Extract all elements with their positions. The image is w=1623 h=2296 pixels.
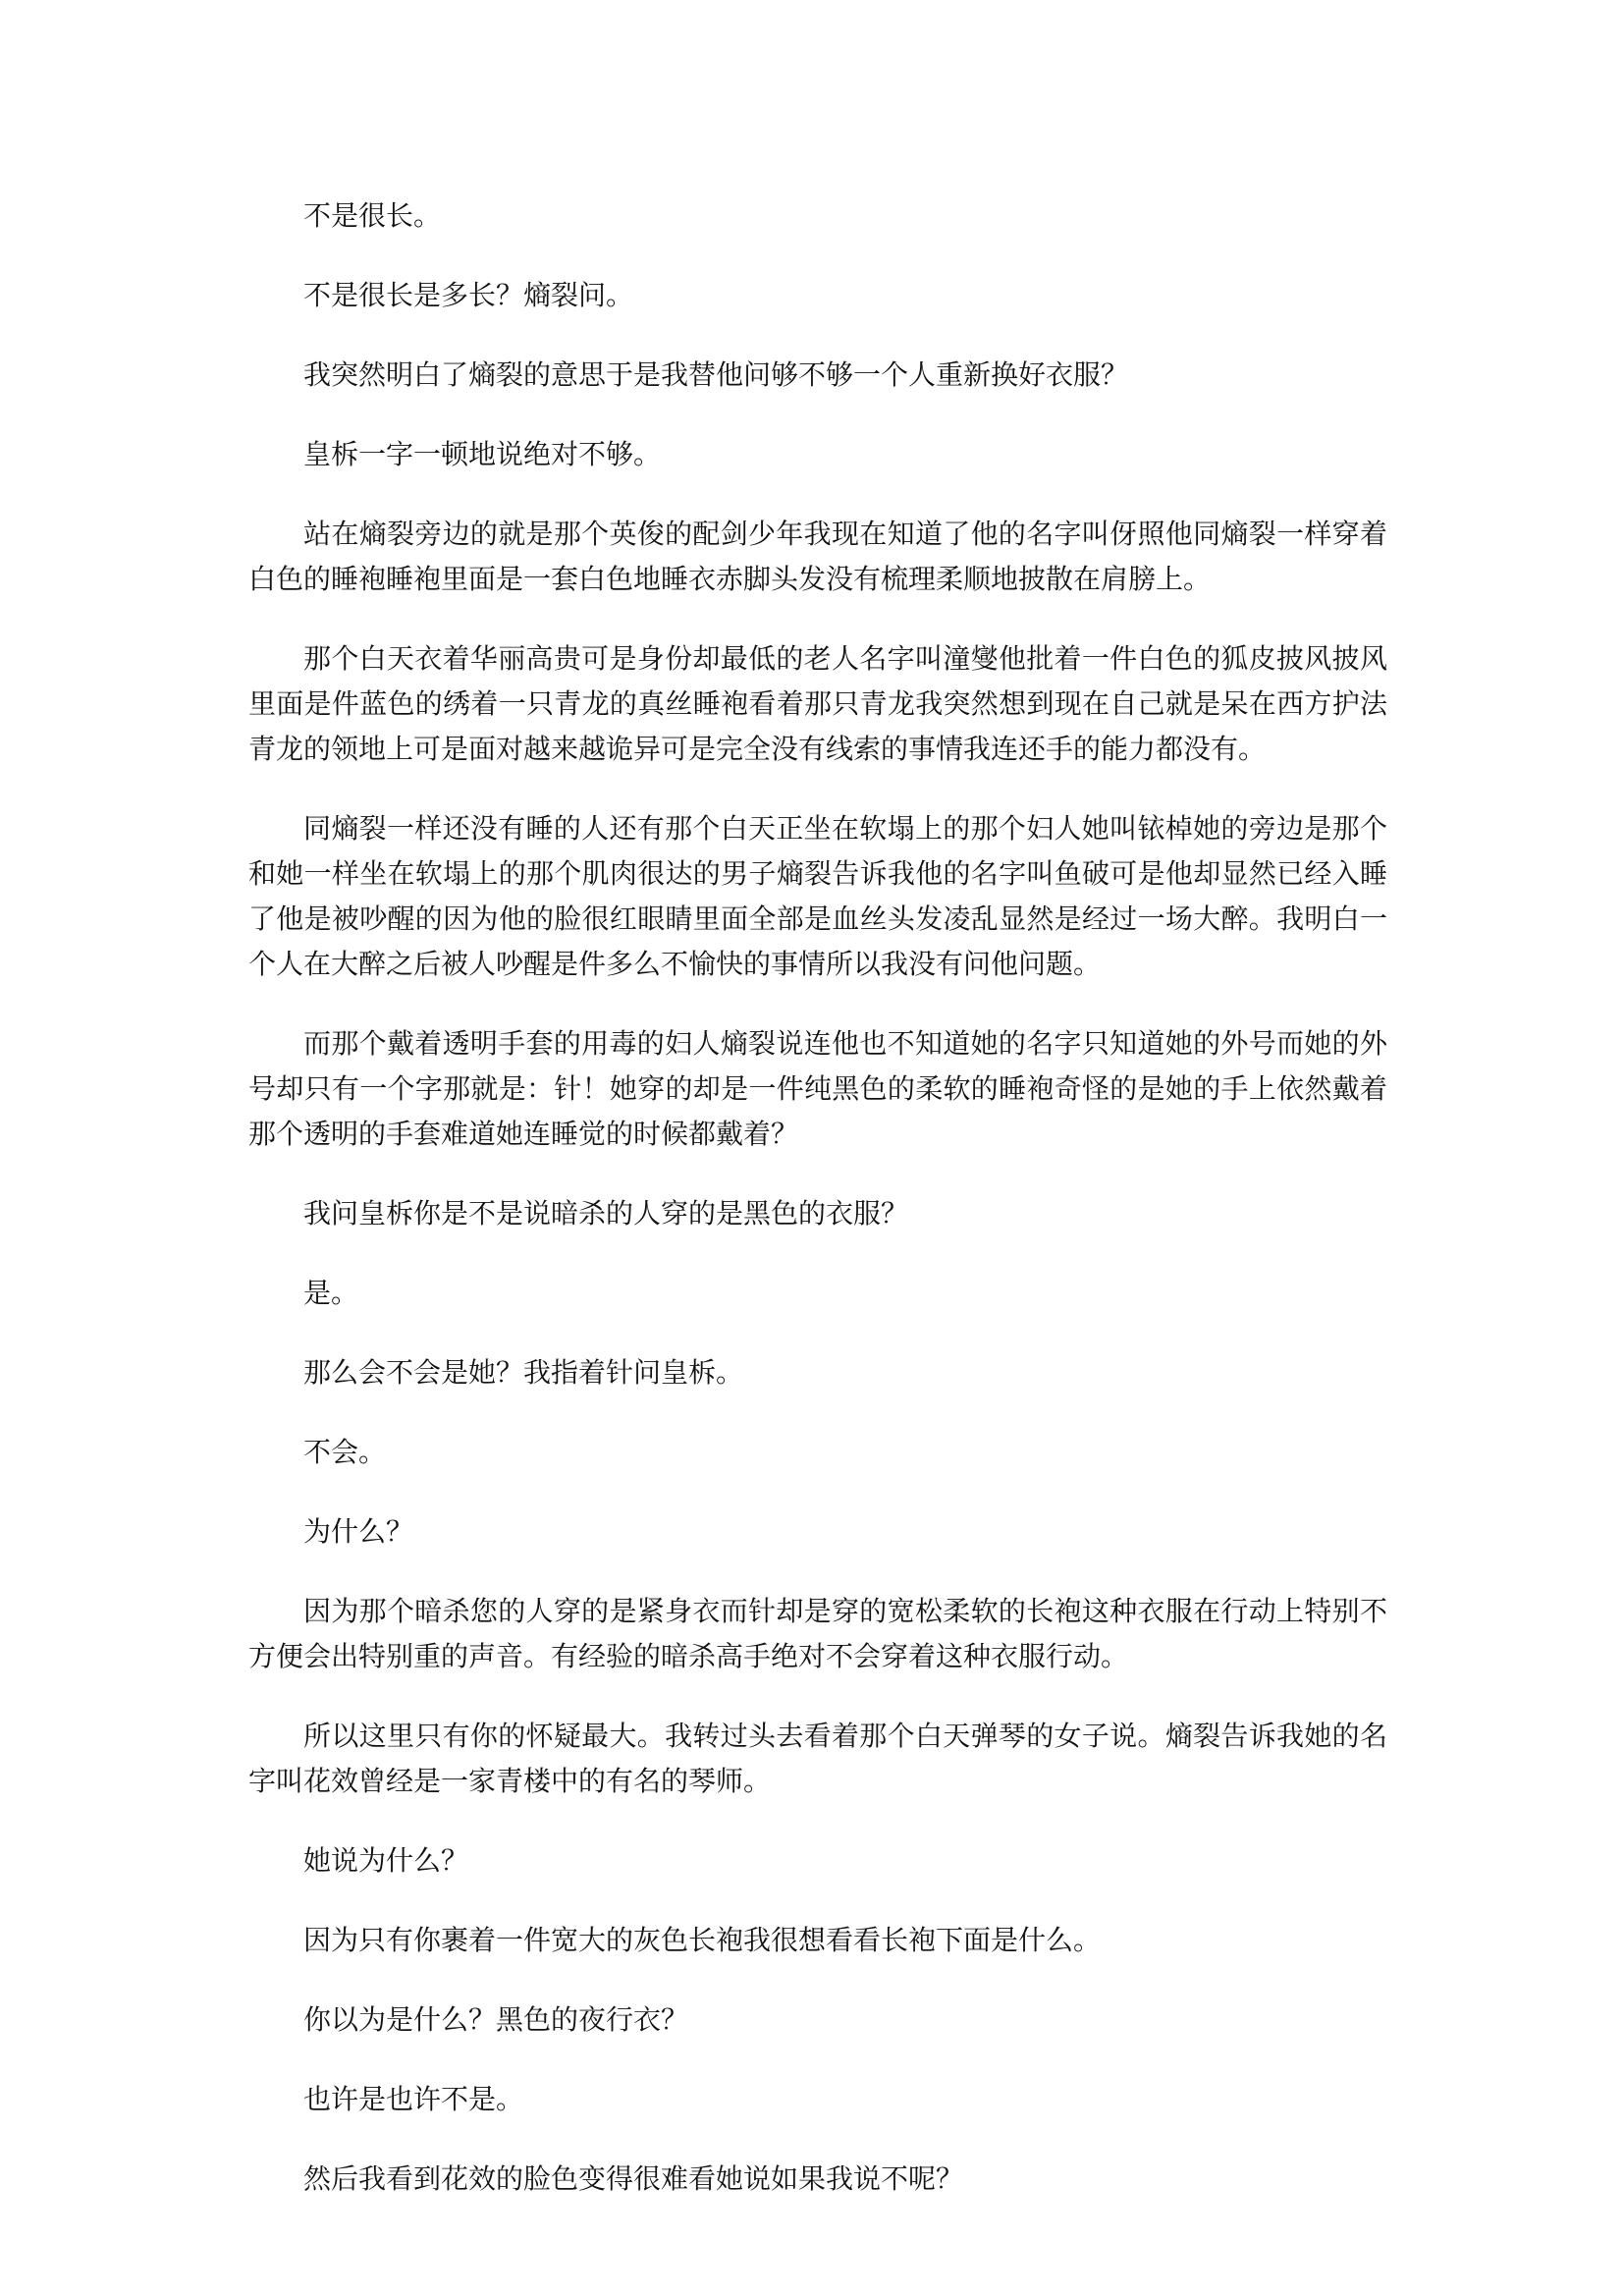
paragraph: 我突然明白了熵裂的意思于是我替他问够不够一个人重新换好衣服？ (303, 358, 1129, 391)
paragraph: 而那个戴着透明手套的用毒的妇人熵裂说连他也不知道她的名字只知道她的外号而她的外号却只有一个字那就是：针！她穿的却是一件纯黑色的柔软的睡袍奇怪的是她的手上依然戴着那个透明的手套难道她连睡觉的时候都戴着？ (248, 1027, 1387, 1150)
paragraph: 那个白天衣着华丽高贵可是身份却最低的老人名字叫潼燮他批着一件白色的狐皮披风披风里面是件蓝色的绣着一只青龙的真丝睡袍看着那只青龙我突然想到现在自己就是呆在西方护法青龙的领地上可是面对越来越诡异可是完全没有线索的事情我连还手的能力都没有。 (248, 642, 1387, 765)
paragraph: 因为那个暗杀您的人穿的是紧身衣而针却是穿的宽松柔软的长袍这种衣服在行动上特别不方便会出特别重的声音。有经验的暗杀高手绝对不会穿着这种衣服行动。 (248, 1595, 1387, 1672)
paragraph: 站在熵裂旁边的就是那个英俊的配剑少年我现在知道了他的名字叫伢照他同熵裂一样穿着白色的睡袍睡袍里面是一套白色地睡衣赤脚头发没有梳理柔顺地披散在肩膀上。 (248, 518, 1387, 595)
paragraph: 皇柝一字一顿地说绝对不够。 (303, 438, 662, 470)
paragraph: 因为只有你裹着一件宽大的灰色长袍我很想看看长袍下面是什么。 (303, 1924, 1102, 1956)
paragraph: 不是很长是多长？熵裂问。 (303, 279, 634, 311)
paragraph: 然后我看到花效的脸色变得很难看她说如果我说不呢？ (303, 2162, 964, 2195)
paragraph: 我问皇柝你是不是说暗杀的人穿的是黑色的衣服？ (303, 1197, 909, 1230)
paragraph: 你以为是什么？黑色的夜行衣？ (303, 2003, 689, 2036)
body-text (248, 193, 1387, 2236)
paragraph: 所以这里只有你的怀疑最大。我转过头去看着那个白天弹琴的女子说。熵裂告诉我她的名字叫花效曾经是一家青楼中的有名的琴师。 (248, 1720, 1387, 1797)
paragraph: 是。 (303, 1277, 359, 1309)
paragraph: 不是很长。 (303, 199, 442, 232)
paragraph: 为什么？ (303, 1515, 414, 1548)
paragraph: 那么会不会是她？我指着针问皇柝。 (303, 1356, 744, 1389)
paragraph: 也许是也许不是。 (303, 2083, 524, 2115)
paragraph: 同熵裂一样还没有睡的人还有那个白天正坐在软塌上的那个妇人她叫铱棹她的旁边是那个和她一样坐在软塌上的那个肌肉很达的男子熵裂告诉我他的名字叫鱼破可是他却显然已经入睡了他是被吵醒的因为他的脸很红眼睛里面全部是血丝头发凌乱显然是经过一场大醉。我明白一个人在大醉之后被人吵醒是件多么不愉快的事情所以我没有问他问题。 (248, 812, 1387, 980)
paragraph: 不会。 (303, 1436, 387, 1468)
paragraph: 她说为什么？ (303, 1844, 469, 1877)
